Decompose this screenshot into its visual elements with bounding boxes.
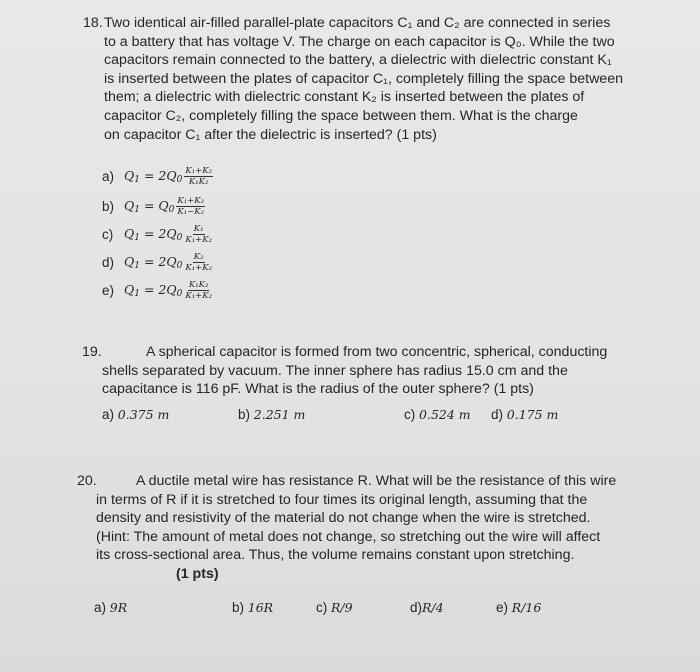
numerator: K₁ [193,224,204,234]
q0-subscript: 0 [168,205,175,215]
question-number: 20. [77,473,97,489]
question-line: capacitors remain connected to the battery, a dielectric with dielectric constant K₁ [104,52,612,69]
answer-label: d) [410,600,423,615]
answer-value: 0.175 m [506,407,559,422]
answer-a[interactable] [102,407,169,422]
denominator: K₁−K₂ [177,207,205,217]
answer-label: d) [491,407,504,422]
question-line: (1 pts) [176,565,219,582]
q-subscript: 1 [134,233,140,243]
option-label: e) [102,283,115,298]
q-symbol: Q [124,254,135,269]
numerator: K₁K₂ [188,280,209,290]
answer-value: R/9 [331,600,353,615]
question-line: density and resistivity of the material do not change when the wire is stretched. [96,510,591,527]
question-line: capacitance is 116 pF. What is the radius of the outer sphere? (1 pts) [102,381,534,398]
question-text [104,14,644,144]
numerator: K₁+K₂ [177,196,205,206]
q-subscript: 1 [134,175,140,185]
answer-d[interactable] [491,407,558,422]
answer-label: b) [232,600,245,615]
answer-label: c) [404,407,416,422]
question-line: (Hint: The amount of metal does not change, so stretching out the wire will affect [96,528,601,545]
q-symbol: Q [124,282,135,297]
question-text [102,343,632,399]
answer-label: e) [496,600,509,615]
fraction [184,166,213,187]
question-line: its cross-sectional area. Thus, the volume remains constant upon stretching. [96,547,575,564]
answer-value: R/16 [511,600,542,615]
q0-subscript: 0 [176,175,183,185]
numerator: K₁+K₂ [185,166,212,176]
option-d[interactable] [102,252,213,273]
q0-subscript: 0 [176,261,183,271]
option-e[interactable] [102,280,213,301]
q-symbol: Q [124,198,135,213]
q-symbol: Q [124,168,135,183]
question-line: shells separated by vacuum. The inner sphere has radius 15.0 cm and the [102,362,568,379]
answer-label: b) [238,407,251,422]
option-label: a) [102,169,115,184]
answer-label: c) [316,600,328,615]
question-line: on capacitor C₁ after the dielectric is inserted? (1 pts) [104,126,437,143]
fraction [176,196,205,217]
answer-value: 16R [247,600,274,615]
equals-term: = 2Q [143,254,177,269]
equals-term: = 2Q [143,282,177,297]
answer-label: a) [94,600,107,615]
answer-b[interactable] [232,600,273,615]
question-line: capacitor C₂, completely filling the space between them. What is the charge [104,107,578,124]
question-line: A ductile metal wire has resistance R. What will be the resistance of this wire [136,473,617,489]
q-subscript: 1 [134,261,140,271]
question-number: 18. [83,15,103,31]
question-line: in terms of R if it is stretched to four times its original length, assuming that the [96,491,588,508]
answer-e[interactable] [496,600,541,615]
fraction [184,252,213,273]
answer-value: 9R [109,600,128,615]
answer-value: R/4 [422,600,444,615]
option-label: c) [102,227,114,242]
answer-value: 0.375 m [117,407,170,422]
equals-term: = 2Q [143,168,177,183]
option-a[interactable] [102,166,213,187]
q0-subscript: 0 [176,233,183,243]
option-label: b) [102,199,115,214]
answer-b[interactable] [238,407,305,422]
question-number: 19. [82,344,102,360]
answer-value: 2.251 m [253,407,306,422]
option-label: d) [102,255,115,270]
question-line: them; a dielectric with dielectric constant K₂ is inserted between the plates of [104,89,585,106]
equals-term: = 2Q [143,226,177,241]
q-subscript: 1 [134,289,140,299]
option-b[interactable] [102,196,205,217]
option-c[interactable] [102,224,213,245]
denominator: K₁+K₂ [185,235,212,245]
answer-c[interactable] [404,407,471,422]
question-text [96,472,641,584]
q0-subscript: 0 [176,289,183,299]
denominator: K₁K₂ [188,177,209,187]
fraction [184,280,213,301]
answer-label: a) [102,407,115,422]
answer-d[interactable] [410,600,444,615]
answer-a[interactable] [94,600,127,615]
question-line: A spherical capacitor is formed from two concentric, spherical, conducting [146,344,608,360]
question-line: Two identical air-filled parallel-plate capacitors C₁ and C₂ are connected in series [104,15,611,31]
q-symbol: Q [124,226,135,241]
question-line: to a battery that has voltage V. The charge on each capacitor is Q₀. While the two [104,33,615,50]
denominator: K₁+K₂ [185,291,212,301]
answer-c[interactable] [316,600,353,615]
numerator: K₂ [193,252,204,262]
denominator: K₁+K₂ [185,263,212,273]
answer-value: 0.524 m [419,407,471,422]
question-line: is inserted between the plates of capacitor C₁, completely filling the space between [104,70,623,87]
q-subscript: 1 [134,205,140,215]
equals-term: = Q [143,198,169,213]
fraction [184,224,213,245]
